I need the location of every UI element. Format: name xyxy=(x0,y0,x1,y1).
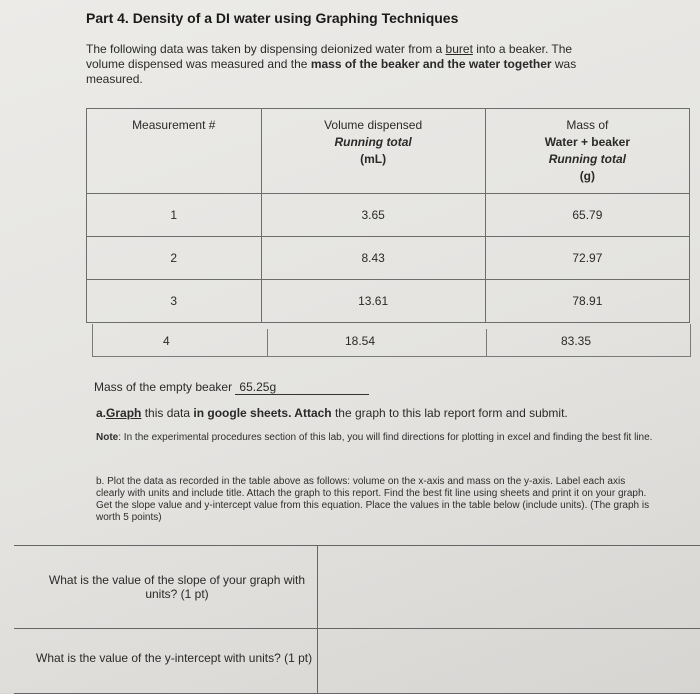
intro-buret: buret xyxy=(445,42,473,56)
header-mass-l2: Water + beaker xyxy=(544,135,630,149)
row4-divider xyxy=(267,329,268,357)
part-a-text-2: the graph to this lab report form and submit. xyxy=(331,406,568,420)
header-measurement xyxy=(87,109,262,194)
table-row xyxy=(87,237,690,280)
part-title: Part 4. Density of a DI water using Graphing Techniques xyxy=(86,10,459,26)
header-volume xyxy=(261,109,485,194)
slope-question xyxy=(42,573,312,601)
intro-bold: mass of the beaker and the water together xyxy=(310,57,552,71)
part-a-bold-2: Attach xyxy=(291,406,332,420)
answer-divider xyxy=(317,629,318,693)
part-a-instruction xyxy=(96,406,568,420)
data-table xyxy=(86,108,690,323)
part-b-paragraph: b. Plot the data as recorded in the table above as follows: volume on the x-axis and mass on the y-axis. Label each axis clearly with units and include title. Attach the graph to this report. Find the best fit line using sheets and print it on your graph. Get the slope value and y-intercept value from this equation. Place the values in the table below (include units). (The graph is worth 5 points) xyxy=(96,476,650,523)
cell-volume: 18.54 xyxy=(345,334,376,348)
header-measurement-text: Measurement # xyxy=(132,118,216,132)
cell-mass: 65.79 xyxy=(485,194,689,237)
header-volume-l2: Running total xyxy=(334,135,412,149)
intercept-row xyxy=(14,628,700,694)
part-a-graph: Graph xyxy=(106,406,142,420)
cell-measurement: 2 xyxy=(87,237,262,280)
header-mass-l3: Running total xyxy=(548,152,627,166)
intercept-answer-field[interactable] xyxy=(319,629,700,693)
slope-question-l1: What is the value of the slope of your graph with xyxy=(48,573,306,587)
table-row xyxy=(87,194,690,237)
cell-measurement: 4 xyxy=(163,334,170,348)
note-label: Note xyxy=(96,432,119,443)
intro-text-1: The following data was taken by dispensing deionized water from a xyxy=(86,42,446,56)
note-paragraph xyxy=(96,432,656,444)
table-header-row xyxy=(87,109,690,194)
cell-measurement: 3 xyxy=(87,280,262,323)
slope-answer-field[interactable] xyxy=(319,546,700,628)
cell-volume: 13.61 xyxy=(261,280,485,323)
cell-measurement: 1 xyxy=(87,194,262,237)
empty-beaker-label: Mass of the empty beaker xyxy=(94,380,233,394)
intercept-question: What is the value of the y-intercept with units? (1 pt) xyxy=(36,651,313,665)
empty-beaker-line xyxy=(94,380,369,395)
table-row xyxy=(87,280,690,323)
header-mass-l1: Mass of xyxy=(566,118,609,132)
header-volume-l1: Volume dispensed xyxy=(324,118,423,132)
intro-paragraph xyxy=(86,42,606,87)
cell-mass: 78.91 xyxy=(485,280,689,323)
cell-mass: 83.35 xyxy=(561,334,592,348)
note-text: : In the experimental procedures section of this lab, you will find directions for plotting in excel and finding the best fit line. xyxy=(118,432,653,443)
part-a-prefix: a. xyxy=(96,406,107,420)
empty-beaker-value[interactable]: 65.25g xyxy=(235,380,369,395)
table-row-4 xyxy=(92,324,691,357)
intro-text-2: into a beaker. The volume dispensed was measured and the xyxy=(86,42,573,71)
cell-volume: 8.43 xyxy=(261,237,485,280)
header-mass-l4: (g) xyxy=(579,169,596,183)
part-a-text-1: this data xyxy=(141,406,194,420)
header-volume-l3: (mL) xyxy=(360,152,387,166)
answer-divider xyxy=(317,546,318,628)
header-mass xyxy=(485,109,689,194)
row4-divider xyxy=(486,329,487,357)
slope-row xyxy=(14,545,700,628)
intro-text-3: was measured. xyxy=(86,57,577,86)
cell-volume: 3.65 xyxy=(261,194,485,237)
cell-mass: 72.97 xyxy=(485,237,689,280)
slope-question-l2: units? (1 pt) xyxy=(145,587,209,601)
answer-table xyxy=(14,545,700,694)
part-a-bold-1: in google sheets. xyxy=(193,406,292,420)
